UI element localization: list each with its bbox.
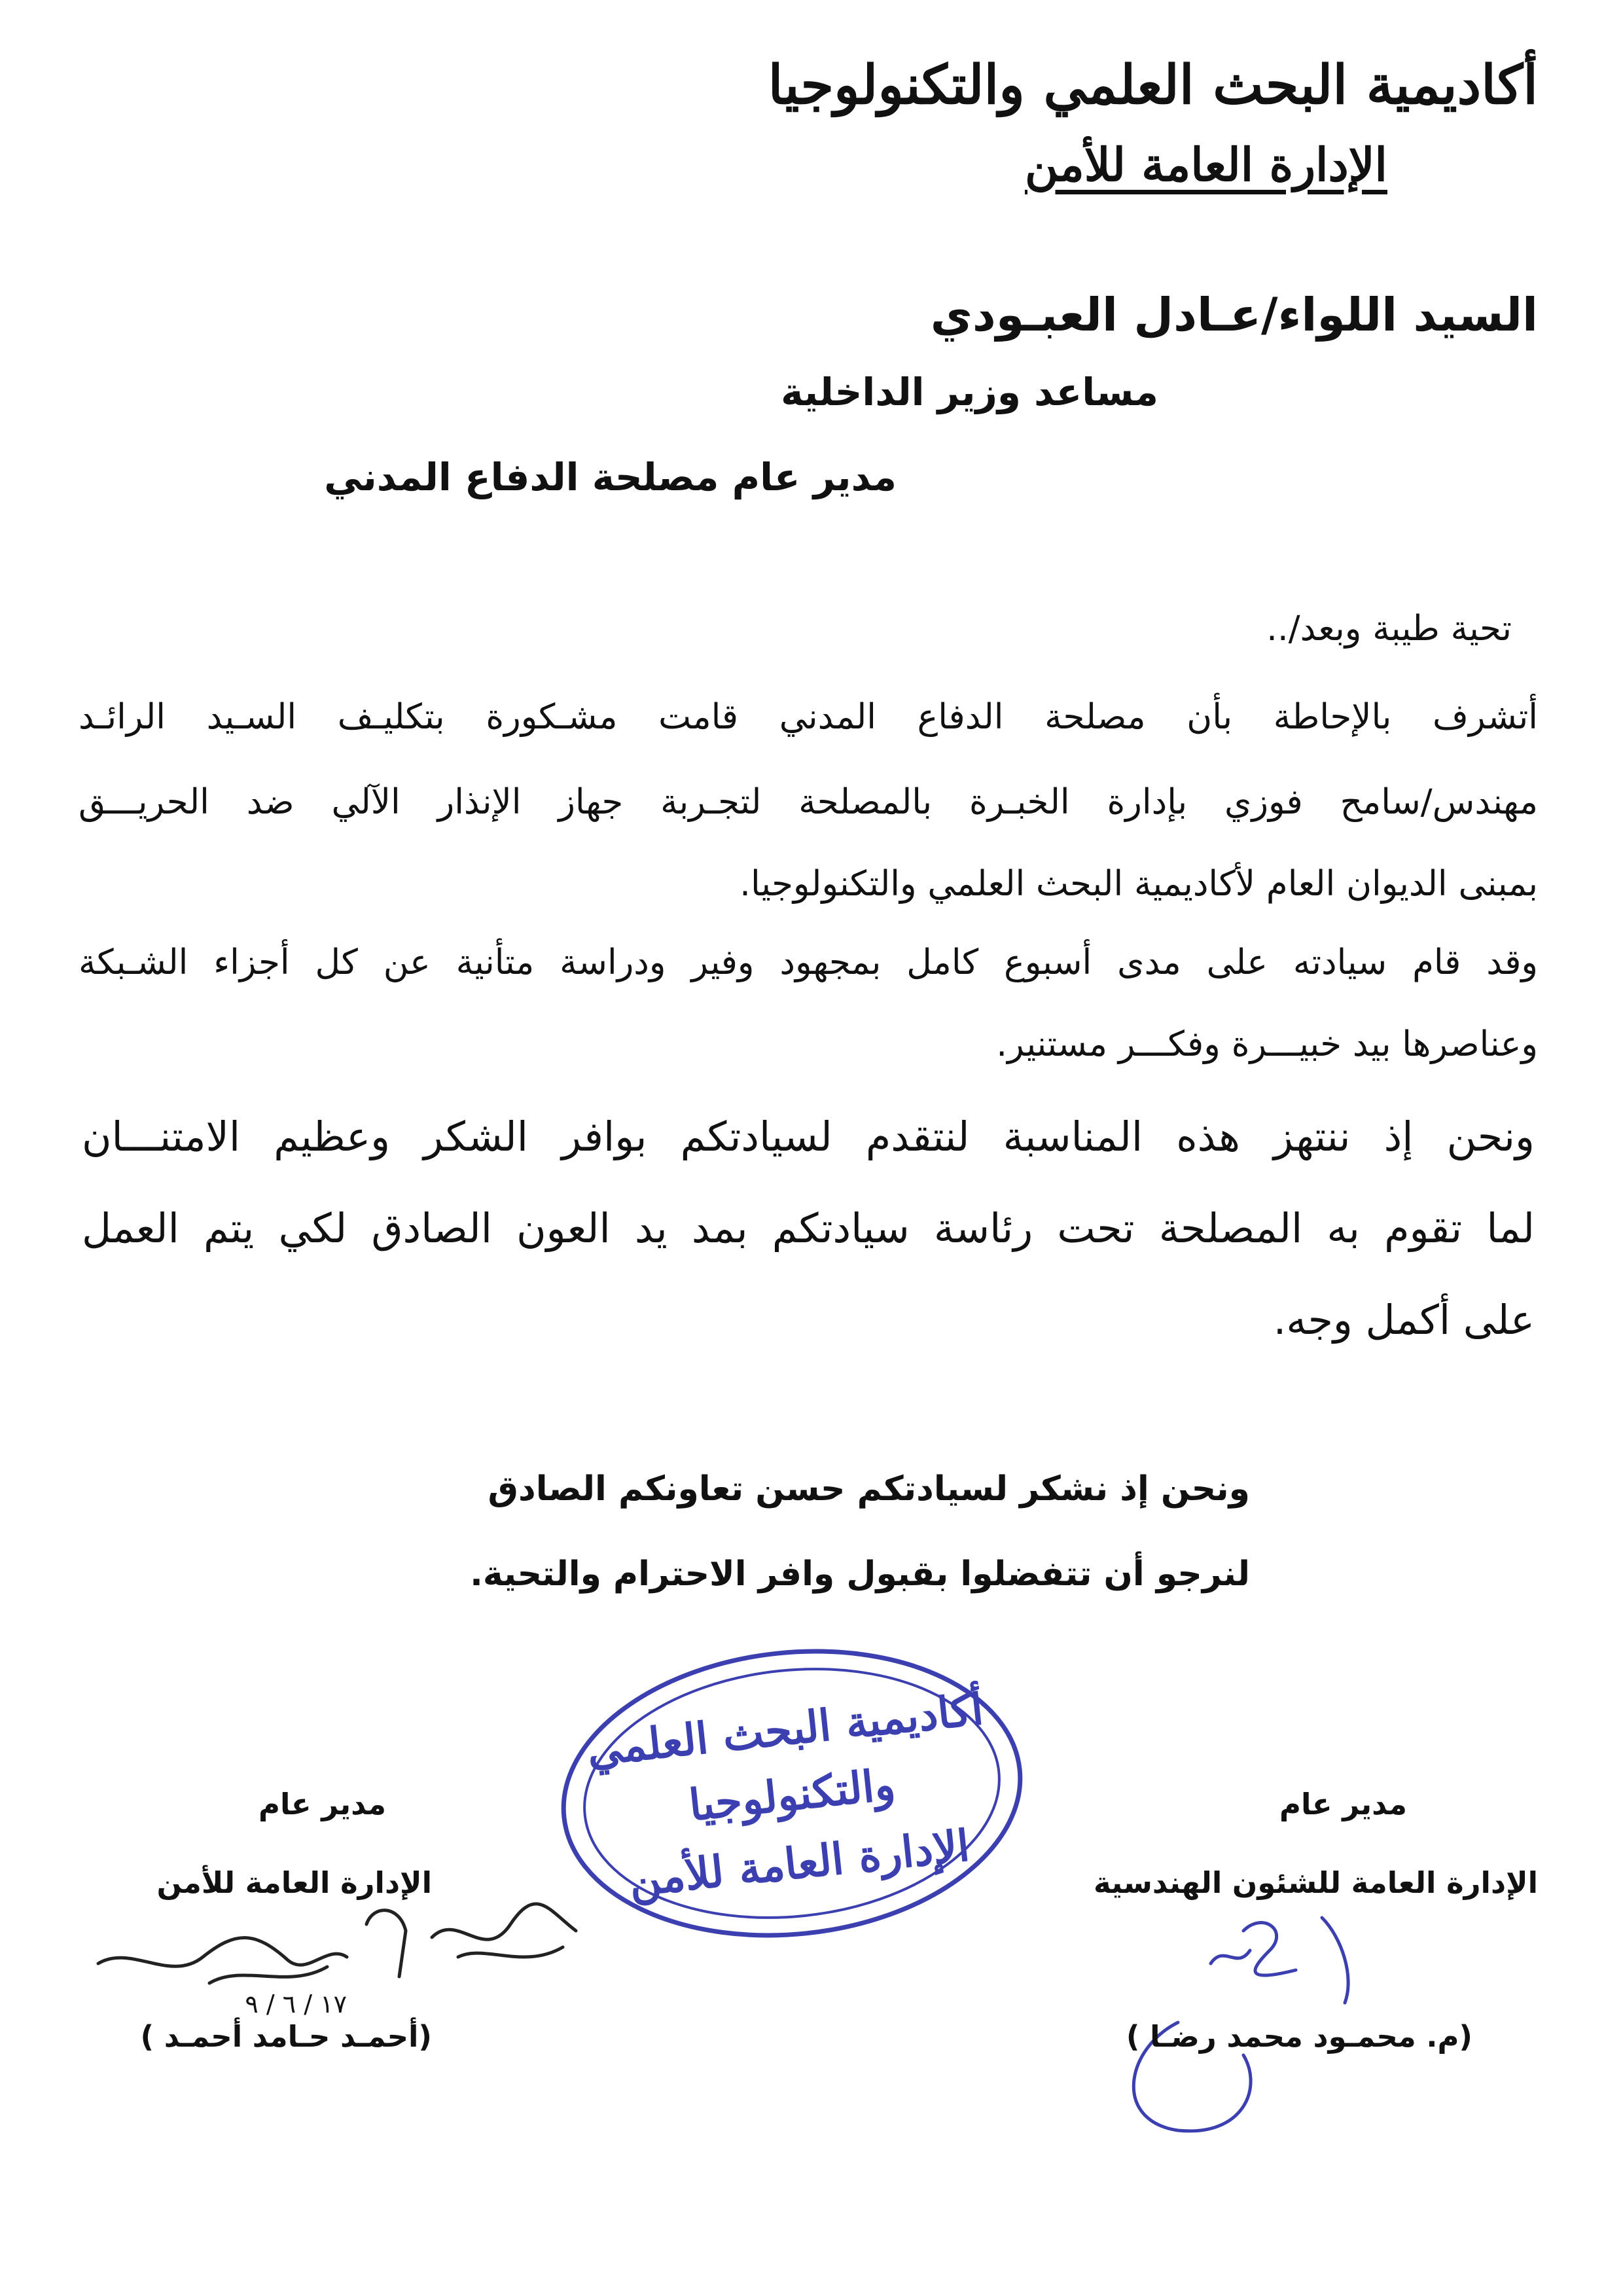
paragraph-2-line-2: وعناصرها بيد خبيـــرة وفكـــر مستنير. <box>996 1024 1538 1064</box>
paragraph-1-line-3: بمبنى الديوان العام لأكاديمية البحث العلمي والتكنولوجيا. <box>740 864 1538 904</box>
paragraph-1-line-1: أتشرف بالإحاطة بأن مصلحة الدفاع المدني قامت مشـكورة بتكليـف السـيد الرائـد <box>79 697 1538 737</box>
addressee-title-2: مدير عام مصلحة الدفاع المدني <box>324 455 897 499</box>
stamp-text-3: الإدارة العامة للأمن <box>626 1820 972 1907</box>
addressee-title-1: مساعد وزير الداخلية <box>781 370 1158 414</box>
right-signatory-name: (م. محمـود محمد رضـا ) <box>1126 2019 1472 2054</box>
paragraph-3-line-1: ونحن إذ ننتهز هذه المناسبة لنتقدم لسيادتكم بوافر الشكر وعظيم الامتنـــان <box>82 1113 1535 1160</box>
left-signatory-department: الإدارة العامة للأمن <box>156 1865 432 1900</box>
greeting: تحية طيبة وبعد/.. <box>1266 609 1512 649</box>
organization-name: أكاديمية البحث العلمي والتكنولوجيا <box>768 54 1538 117</box>
stamp-text-2: والتكنولوجيا <box>687 1758 898 1831</box>
right-signatory-role: مدير عام <box>1279 1787 1407 1821</box>
paragraph-2-line-1: وقد قام سيادته على مدى أسبوع كامل بمجهود وفير ودراسة متأنية عن كل أجزاء الشـبكة <box>79 942 1538 982</box>
department-title: الإدارة العامة للأمن <box>1025 137 1387 192</box>
paragraph-3-line-3: على أكمل وجه. <box>1273 1296 1535 1344</box>
paragraph-3-line-2: لما تقوم به المصلحة تحت رئاسة سيادتكم بمد يد العون الصادق لكي يتم العمل <box>82 1204 1535 1252</box>
stamp-text-1: أكاديمية البحث العلمي <box>584 1683 986 1776</box>
left-signatory-role: مدير عام <box>258 1787 386 1821</box>
closing-line-2: لنرجو أن تتفضلوا بقبول وافر الاحترام والتحية. <box>470 1554 1250 1594</box>
closing-line-1: ونحن إذ نشكر لسيادتكم حسن تعاونكم الصادق <box>488 1469 1250 1509</box>
right-signatory-department: الإدارة العامة للشئون الهندسية <box>1093 1865 1538 1900</box>
left-signatory-name: (أحمـد حـامد أحمـد ) <box>140 2019 432 2054</box>
left-handwritten-signature <box>92 1885 628 2029</box>
left-handwritten-date: ١٧ / ٦ / ٩ <box>245 1990 347 2018</box>
paragraph-1-line-2: مهندس/سامح فوزي بإدارة الخبـرة بالمصلحة لتجـربة جهاز الإنذار الآلي ضد الحريـــق <box>79 782 1538 822</box>
addressee-name: السيد اللواء/عـادل العبـودي <box>930 288 1538 342</box>
right-handwritten-signature <box>1047 1872 1466 2147</box>
